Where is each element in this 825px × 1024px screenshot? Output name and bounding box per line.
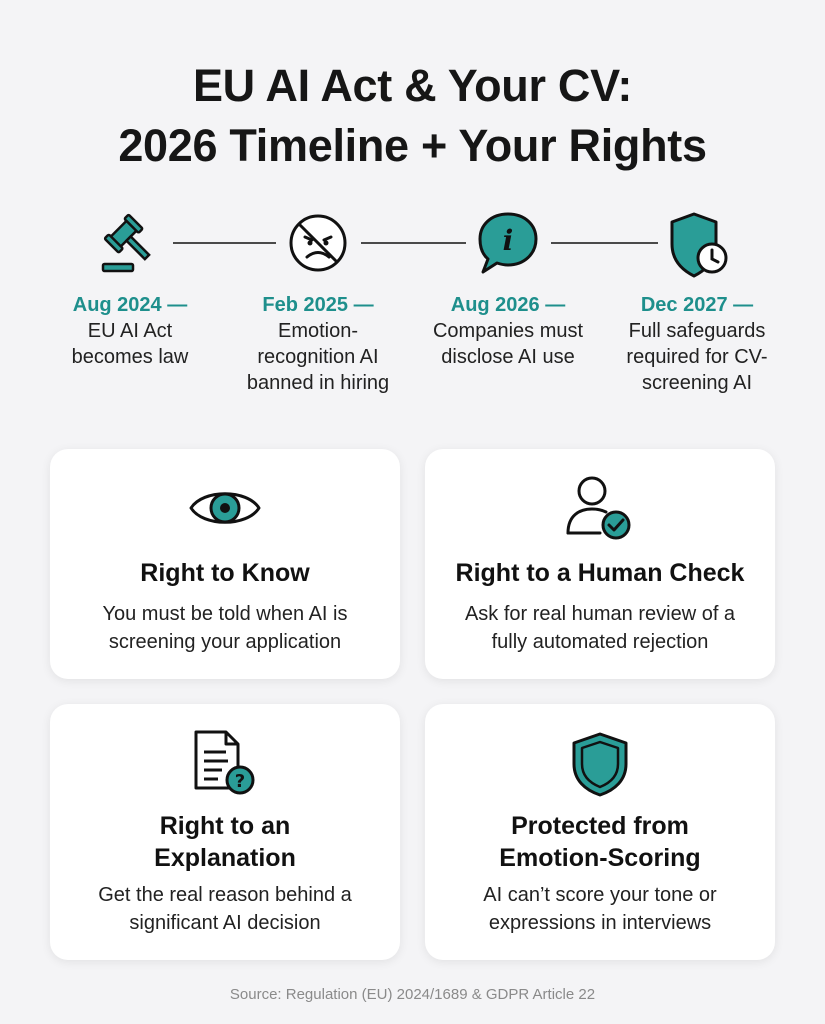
timeline-icons — [0, 210, 825, 280]
timeline-connector — [361, 242, 466, 244]
svg-text:?: ? — [234, 771, 246, 792]
card-desc: AI can’t score your tone or expressions in interviews — [483, 884, 717, 934]
person-check-icon — [562, 473, 638, 546]
timeline-connector — [551, 242, 658, 244]
timeline-item — [408, 292, 608, 370]
card-desc: You must be told when AI is screening your application — [102, 603, 348, 653]
timeline-desc: Full safeguards required for CV-screening AI — [626, 320, 768, 394]
document-question-icon — [190, 728, 260, 803]
timeline-connector — [173, 242, 276, 244]
no-emotion-icon — [283, 210, 353, 280]
card-title: Right to Know — [140, 559, 310, 587]
timeline-desc: Emotion-recognition AI banned in hiring — [246, 320, 390, 394]
svg-text:i: i — [502, 224, 514, 257]
shield-clock-icon — [664, 210, 734, 280]
card-desc: Ask for real human review of a fully automated rejection — [464, 603, 736, 653]
timeline-date: Dec 2027 — — [640, 294, 754, 316]
card-desc: Get the real reason behind a significant AI decision — [98, 884, 352, 934]
right-card-human-check — [425, 449, 775, 679]
timeline-date: Feb 2025 — — [262, 294, 374, 316]
timeline-desc: Companies must disclose AI use — [432, 320, 584, 368]
right-card-explanation — [50, 704, 400, 960]
timeline-desc: EU AI Act becomes law — [71, 320, 189, 368]
right-card-emotion-scoring — [425, 704, 775, 960]
shield-icon — [570, 730, 630, 803]
timeline-date: Aug 2026 — — [450, 294, 566, 316]
timeline-item — [218, 292, 418, 396]
source-note: Source: Regulation (EU) 2024/1689 & GDPR Article 22 — [229, 986, 596, 1003]
timeline-item — [30, 292, 230, 370]
card-title: Right to a Human Check — [455, 559, 745, 587]
title-line-1: EU AI Act & Your CV: — [192, 60, 633, 111]
page-title — [0, 56, 825, 176]
info-bubble-icon — [473, 210, 543, 280]
gavel-icon — [95, 210, 165, 280]
card-title: Right to an Explanation — [154, 812, 296, 872]
timeline-date: Aug 2024 — — [72, 294, 188, 316]
right-card-know — [50, 449, 400, 679]
card-title: Protected from Emotion-Scoring — [499, 812, 701, 872]
timeline-item — [597, 292, 797, 396]
eye-icon — [187, 483, 263, 538]
title-line-2: 2026 Timeline + Your Rights — [118, 120, 707, 171]
